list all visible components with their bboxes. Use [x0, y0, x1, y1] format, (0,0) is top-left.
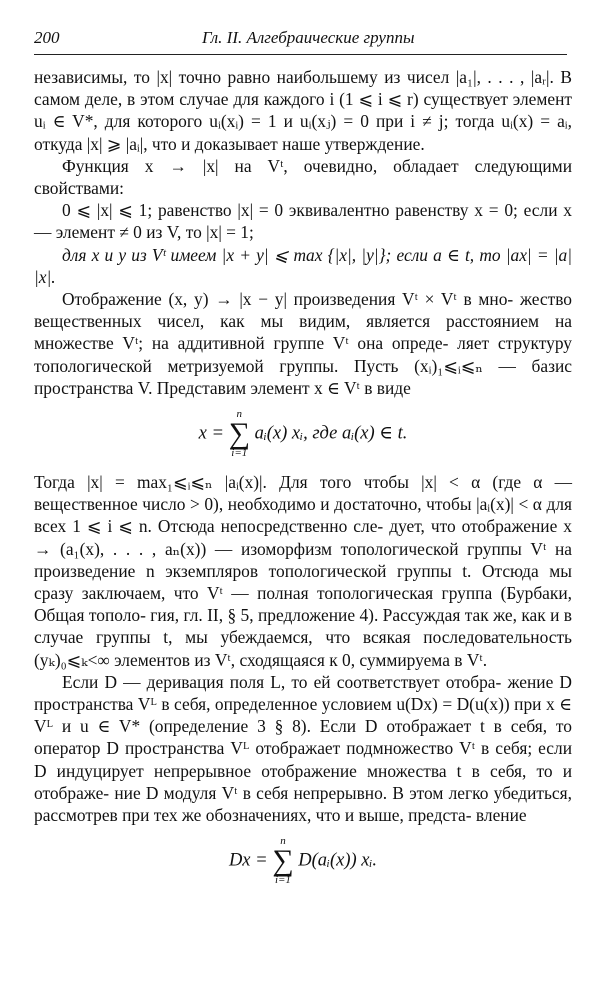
formula-expansion: x = n ∑ i=1 aᵢ(x) xᵢ, где aᵢ(x) ∈ t.: [198, 408, 408, 460]
paragraph-2: Функция x → |x| на Vᵗ, очевидно, обладает следующими свойствами:: [34, 155, 572, 199]
page-number: 200: [34, 28, 60, 47]
summation-sign: n ∑ i=1: [228, 408, 250, 460]
property-2: для x и y из Vᵗ имеем |x + y| ⩽ max {|x|, |y|}; если a ∈ t, то |ax| = |a| |x|.: [34, 244, 572, 287]
paragraph-4: Тогда |x| = max₁⩽ᵢ⩽ₙ |aᵢ(x)|. Для того чтобы |x| < α (где α — вещественное число > 0), необходимо и достаточно, чтобы |aᵢ(x)| < α для всех 1 ⩽ i ⩽ n. Отсюда непосредственно сле- дует, что отображение x → (a₁(x), . . . , aₙ(x)) — изоморфизм топологической группы Vᵗ на произведение n экземпляров топологической группы t. Отсюда мы сразу заключаем, что Vᵗ — полная топологическая группа (Бурбаки, Общая тополо- гия, гл. II, § 5, предложение 4). Рассуждая так же, как и в случае группы t, мы убеждаемся, что всякая последовательность (yₖ)₀⩽ₖ<∞ элементов из Vᵗ, сходящаяся к 0, суммируема в Vᵗ.: [34, 472, 573, 670]
running-title: Гл. II. Алгебраические группы: [202, 28, 415, 47]
paragraph-3: Отображение (x, y) → |x − y| произведения Vᵗ × Vᵗ в мно- жество вещественных чисел, как мы видим, является расстоянием на множестве Vᵗ; на аддитивной группе Vᵗ она опреде- ляет структуру топологической метризуемой группы. Пусть (xᵢ)₁⩽ᵢ⩽ₙ — базис пространства V. Представим элемент x ∈ Vᵗ в виде: [34, 289, 573, 398]
paragraph-5: Если D — деривация поля L, то ей соответствует отобра- жение D пространства Vᴸ в себя, определенное условием u(Dx) = D(u(x)) при x ∈ Vᴸ и u ∈ V* (определение 3 § 8). Если D отображает t в себя, то оператор D пространства Vᴸ отображает подмножество Vᵗ в себя; если D индуцирует непрерывное отображение множества t в себя, то и отображе- ние D модуля Vᵗ в себя непрерывно. В этом легко убедиться, рассмотрев при тех же обозначениях, что и выше, предста- вление: [34, 671, 573, 826]
formula-derivation: Dx = n ∑ i=1 D(aᵢ(x)) xᵢ.: [228, 835, 378, 887]
summation-sign: n ∑ i=1: [272, 835, 294, 887]
property-1: 0 ⩽ |x| ⩽ 1; равенство |x| = 0 эквивалентно равенству x = 0; если x — элемент ≠ 0 из V, то |x| = 1;: [34, 200, 572, 243]
paragraph-1: независимы, то |x| точно равно наибольшему из чисел |a₁|, . . . , |aᵣ|. В самом деле, в этом случае для каждого i (1 ⩽ i ⩽ r) существует элемент uᵢ ∈ V*, для которого uᵢ(xᵢ) = 1 и uᵢ(xⱼ) = 0 при i ≠ j; тогда uᵢ(x) = aᵢ, откуда |x| ⩾ |aᵢ|, что и доказывает наше утверждение.: [34, 67, 572, 154]
page-body: [34, 66, 572, 898]
page-header: [34, 28, 567, 55]
